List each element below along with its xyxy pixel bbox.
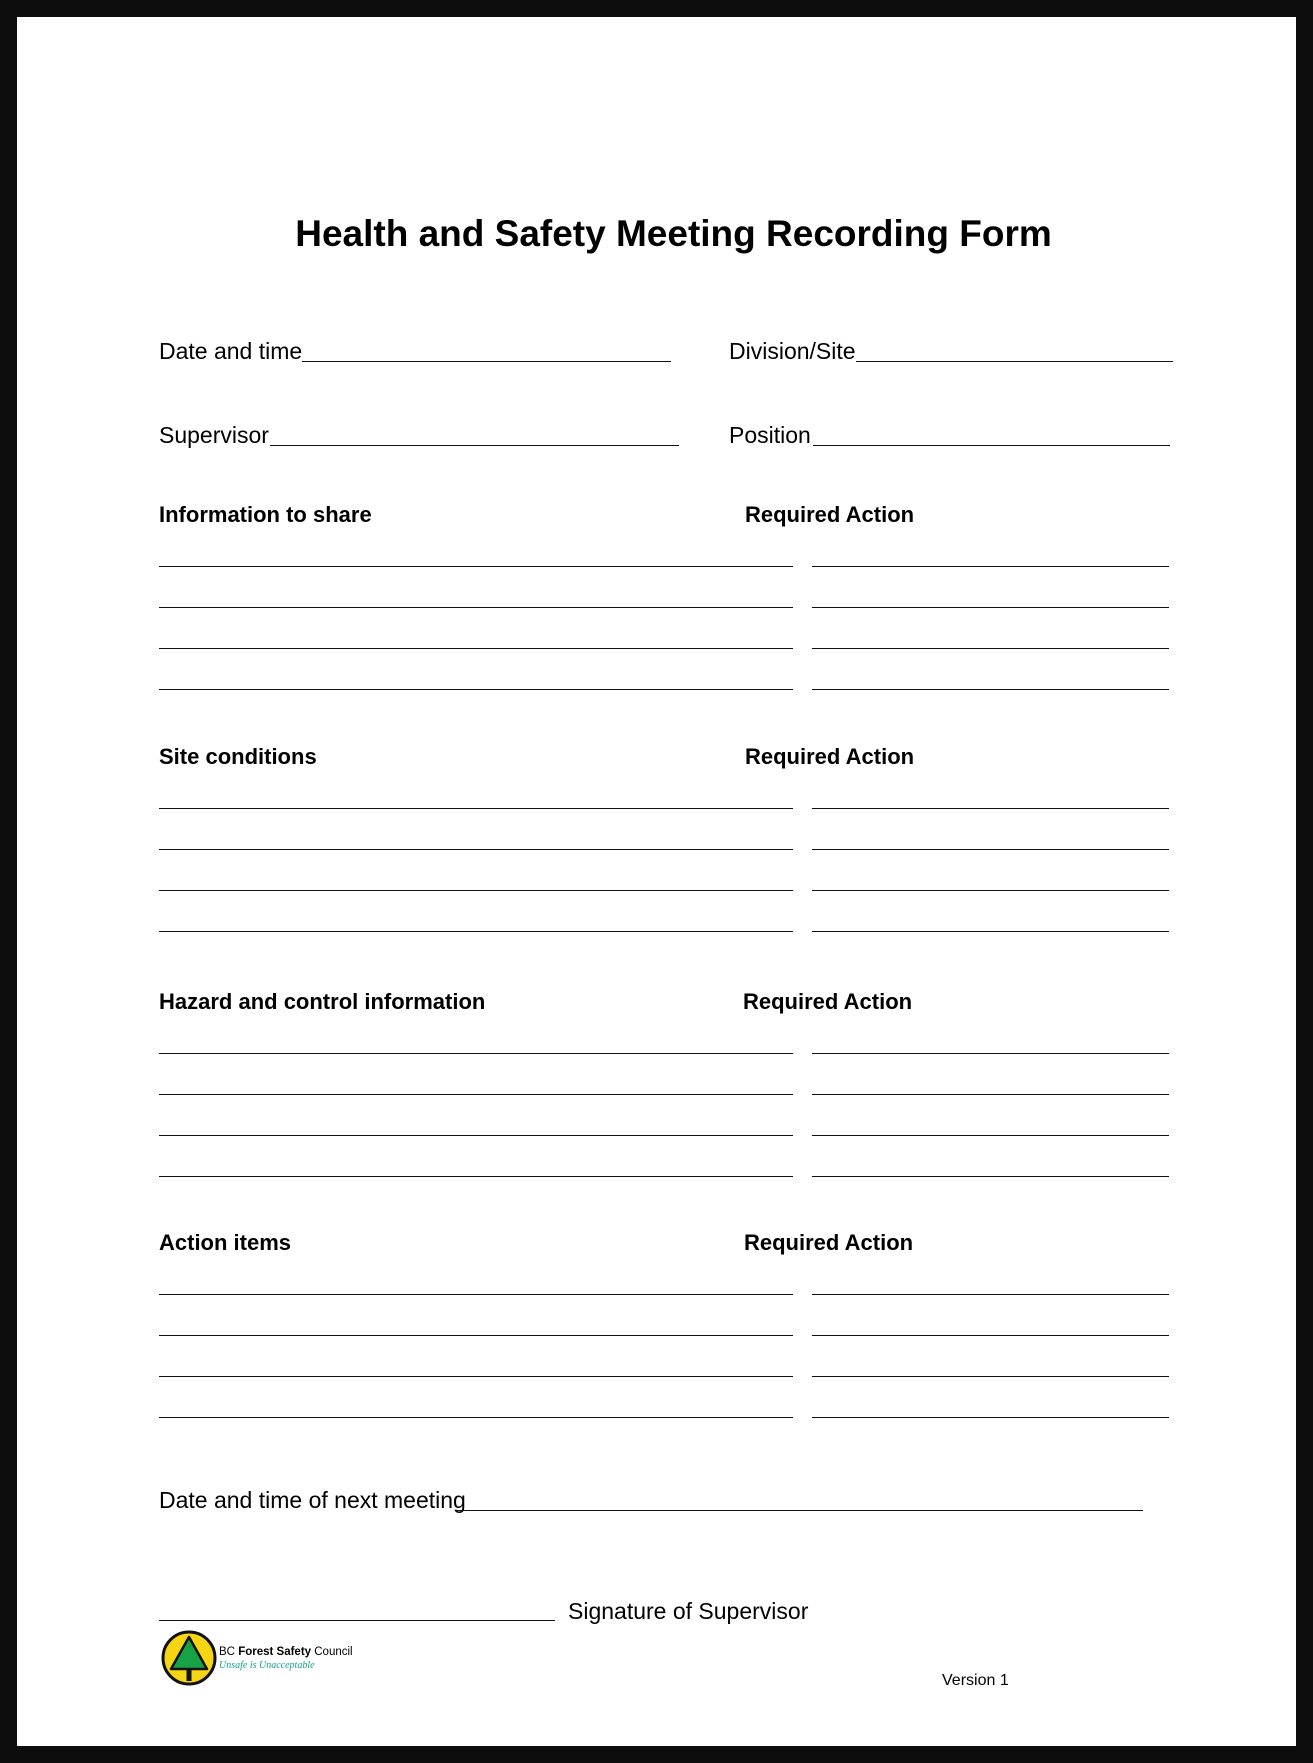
next-meeting-field[interactable] [456,1510,1143,1511]
date-time-label: Date and time [159,338,303,364]
action-entry-line[interactable] [812,1376,1169,1377]
action-entry-line[interactable] [812,1294,1169,1295]
form-title: Health and Safety Meeting Recording Form [295,213,1052,254]
section-entry-line[interactable] [159,1135,793,1136]
action-entry-line[interactable] [812,689,1169,690]
division-site-field[interactable] [856,361,1173,362]
action-entry-line[interactable] [812,1135,1169,1136]
next-meeting-label: Date and time of next meeting [159,1487,466,1513]
supervisor-label: Supervisor [159,422,269,448]
action-entry-line[interactable] [812,1053,1169,1054]
action-entry-line[interactable] [812,1094,1169,1095]
action-entry-line[interactable] [812,648,1169,649]
section-entry-line[interactable] [159,1294,793,1295]
date-time-field[interactable] [302,361,671,362]
section-heading: Site conditions [159,744,317,769]
section-entry-line[interactable] [159,689,793,690]
supervisor-field[interactable] [270,445,679,446]
required-action-heading: Required Action [743,989,913,1014]
signature-field[interactable] [159,1620,555,1621]
section-entry-line[interactable] [159,890,793,891]
action-entry-line[interactable] [812,808,1169,809]
section-entry-line[interactable] [159,607,793,608]
action-entry-line[interactable] [812,566,1169,567]
section-entry-line[interactable] [159,648,793,649]
section-entry-line[interactable] [159,1335,793,1336]
action-entry-line[interactable] [812,1176,1169,1177]
signature-label: Signature of Supervisor [568,1598,809,1624]
action-entry-line[interactable] [812,849,1169,850]
version-label: Version 1 [942,1672,1009,1689]
section-entry-line[interactable] [159,1417,793,1418]
section-entry-line[interactable] [159,1376,793,1377]
position-label: Position [729,422,811,448]
org-tagline: Unsafe is Unacceptable [219,1660,315,1671]
action-entry-line[interactable] [812,607,1169,608]
required-action-heading: Required Action [745,502,915,527]
section-entry-line[interactable] [159,1176,793,1177]
action-entry-line[interactable] [812,931,1169,932]
required-action-heading: Required Action [744,1230,914,1255]
section-entry-line[interactable] [159,566,793,567]
org-name: BC Forest Safety Council [219,1646,353,1658]
required-action-heading: Required Action [745,744,915,769]
section-heading: Hazard and control information [159,989,486,1014]
position-field[interactable] [813,445,1170,446]
section-entry-line[interactable] [159,1053,793,1054]
section-entry-line[interactable] [159,931,793,932]
action-entry-line[interactable] [812,890,1169,891]
section-heading: Action items [159,1230,292,1255]
action-entry-line[interactable] [812,1335,1169,1336]
tree-logo-icon [160,1629,218,1687]
section-entry-line[interactable] [159,1094,793,1095]
action-entry-line[interactable] [812,1417,1169,1418]
section-heading: Information to share [159,502,372,527]
section-entry-line[interactable] [159,808,793,809]
section-entry-line[interactable] [159,849,793,850]
division-site-label: Division/Site [729,338,856,364]
